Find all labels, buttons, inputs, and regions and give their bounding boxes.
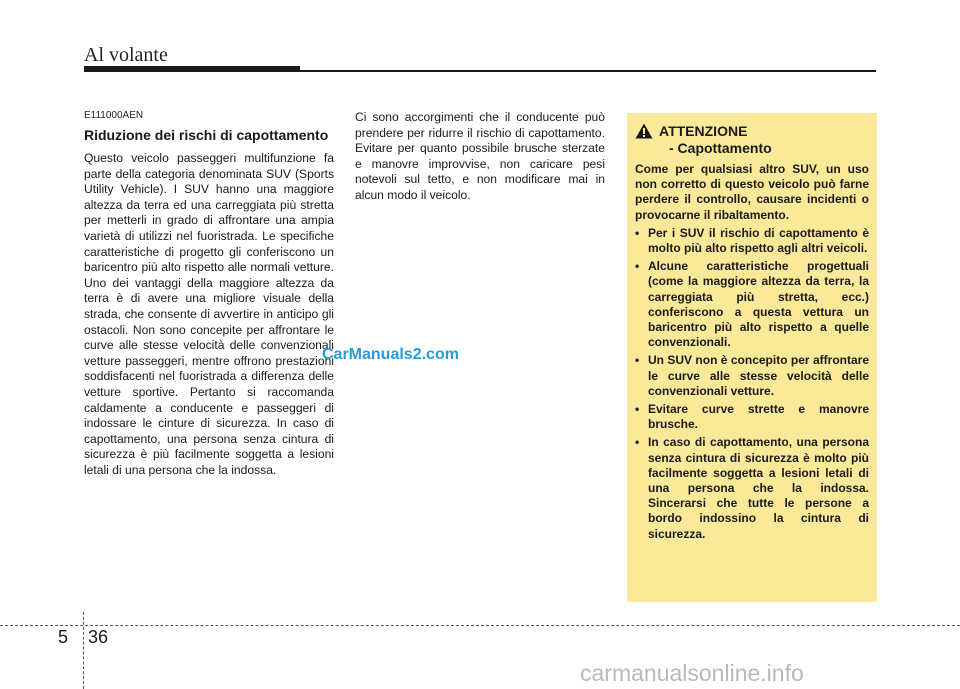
site-watermark: carmanualsonline.info bbox=[580, 660, 804, 686]
bullet-icon: • bbox=[635, 435, 640, 450]
carmanuals-watermark: CarManuals2.com bbox=[322, 346, 459, 363]
middle-column bbox=[355, 110, 605, 204]
warning-subtitle: - Capottamento bbox=[669, 140, 772, 156]
page-header-title: Al volante bbox=[84, 44, 168, 66]
warning-list-item: • In caso di capottamento, una persona senza cintura di sicurezza è molto più facilmente soggetta a lesioni letali di una persona che la indossa. Sincerarsi che tutte le persone a bordo indossino la cintura di sicurezza. bbox=[635, 435, 869, 541]
warning-intro: Come per qualsiasi altro SUV, un uso non corretto di questo veicolo può farne perdere il controllo, causare incidenti o provocarne il ribaltamento. bbox=[635, 162, 869, 222]
section-title: Riduzione dei rischi di capottamento bbox=[84, 127, 329, 143]
bullet-icon: • bbox=[635, 225, 640, 240]
warning-list-item: • Alcune caratteristiche progettuali (come la maggiore altezza da terra, la carreggiata più stretta, ecc.) conferiscono a questa vettura un baricentro più alto rispetto a quelle convenzionali. bbox=[635, 259, 869, 350]
page-number: 36 bbox=[88, 627, 109, 647]
section-code: E111000AEN bbox=[84, 110, 144, 121]
section-body-continued: Ci sono accorgimenti che il conducente può prendere per ridurre il rischio di capottamento. Evitare per quanto possibile brusche sterzate e manovre improvvise, non caricare pesi notevoli sul tetto, e non modificare mai in alcun modo il veicolo. bbox=[355, 110, 605, 202]
bullet-icon: • bbox=[635, 259, 640, 274]
bullet-icon: • bbox=[635, 353, 640, 368]
warning-list bbox=[635, 226, 869, 542]
header-rule-thick bbox=[84, 66, 300, 72]
warning-list-item: • Un SUV non è concepito per affrontare le curve alle stesse velocità delle convenzionali vetture. bbox=[635, 353, 869, 398]
warning-triangle-icon bbox=[635, 123, 653, 139]
section-number: 5 bbox=[58, 627, 69, 647]
footer-vertical-rule bbox=[83, 612, 84, 689]
warning-box bbox=[627, 113, 877, 602]
left-column bbox=[84, 110, 334, 478]
bullet-icon: • bbox=[635, 402, 640, 417]
section-body: Questo veicolo passeggeri multifunzione fa parte della categoria denominata SUV (Sports Utility Vehicle). I SUV hanno una maggiore altezza da terra ed una carreggiata più stretta per metterli in grado di affrontare una ampia varietà di utilizzi nel fuoristrada. Le specifiche caratteristiche di progetto gli conferiscono un baricentro più alto rispetto alle normali vetture. Uno dei vantaggi della maggiore altezza da terra è di avere una migliore visuale della strada, che consente di avvertire in anticipo gli ostacoli. Non sono concepite per affrontare le curve alle stesse velocità delle convenzionali vetture passeggeri, mentre offrono prestazioni soddisfacenti nel fuoristrada a differenza delle vetture sportive. Pertanto si raccomanda caldamente a conducente e passeggeri di indossare le cinture di sicurezza. In caso di capottamento, una persona senza cintura di sicurezza è più facilmente soggetta a lesioni letali di una persona che la indossa. bbox=[84, 151, 334, 477]
footer-rule bbox=[0, 625, 960, 626]
warning-title: ATTENZIONE bbox=[659, 123, 748, 139]
warning-header bbox=[635, 123, 869, 139]
header-rule-thin bbox=[300, 70, 876, 72]
warning-list-item: • Evitare curve strette e manovre brusche. bbox=[635, 402, 869, 432]
warning-list-item: • Per i SUV il rischio di capottamento è molto più alto rispetto agli altri veicoli. bbox=[635, 225, 869, 256]
